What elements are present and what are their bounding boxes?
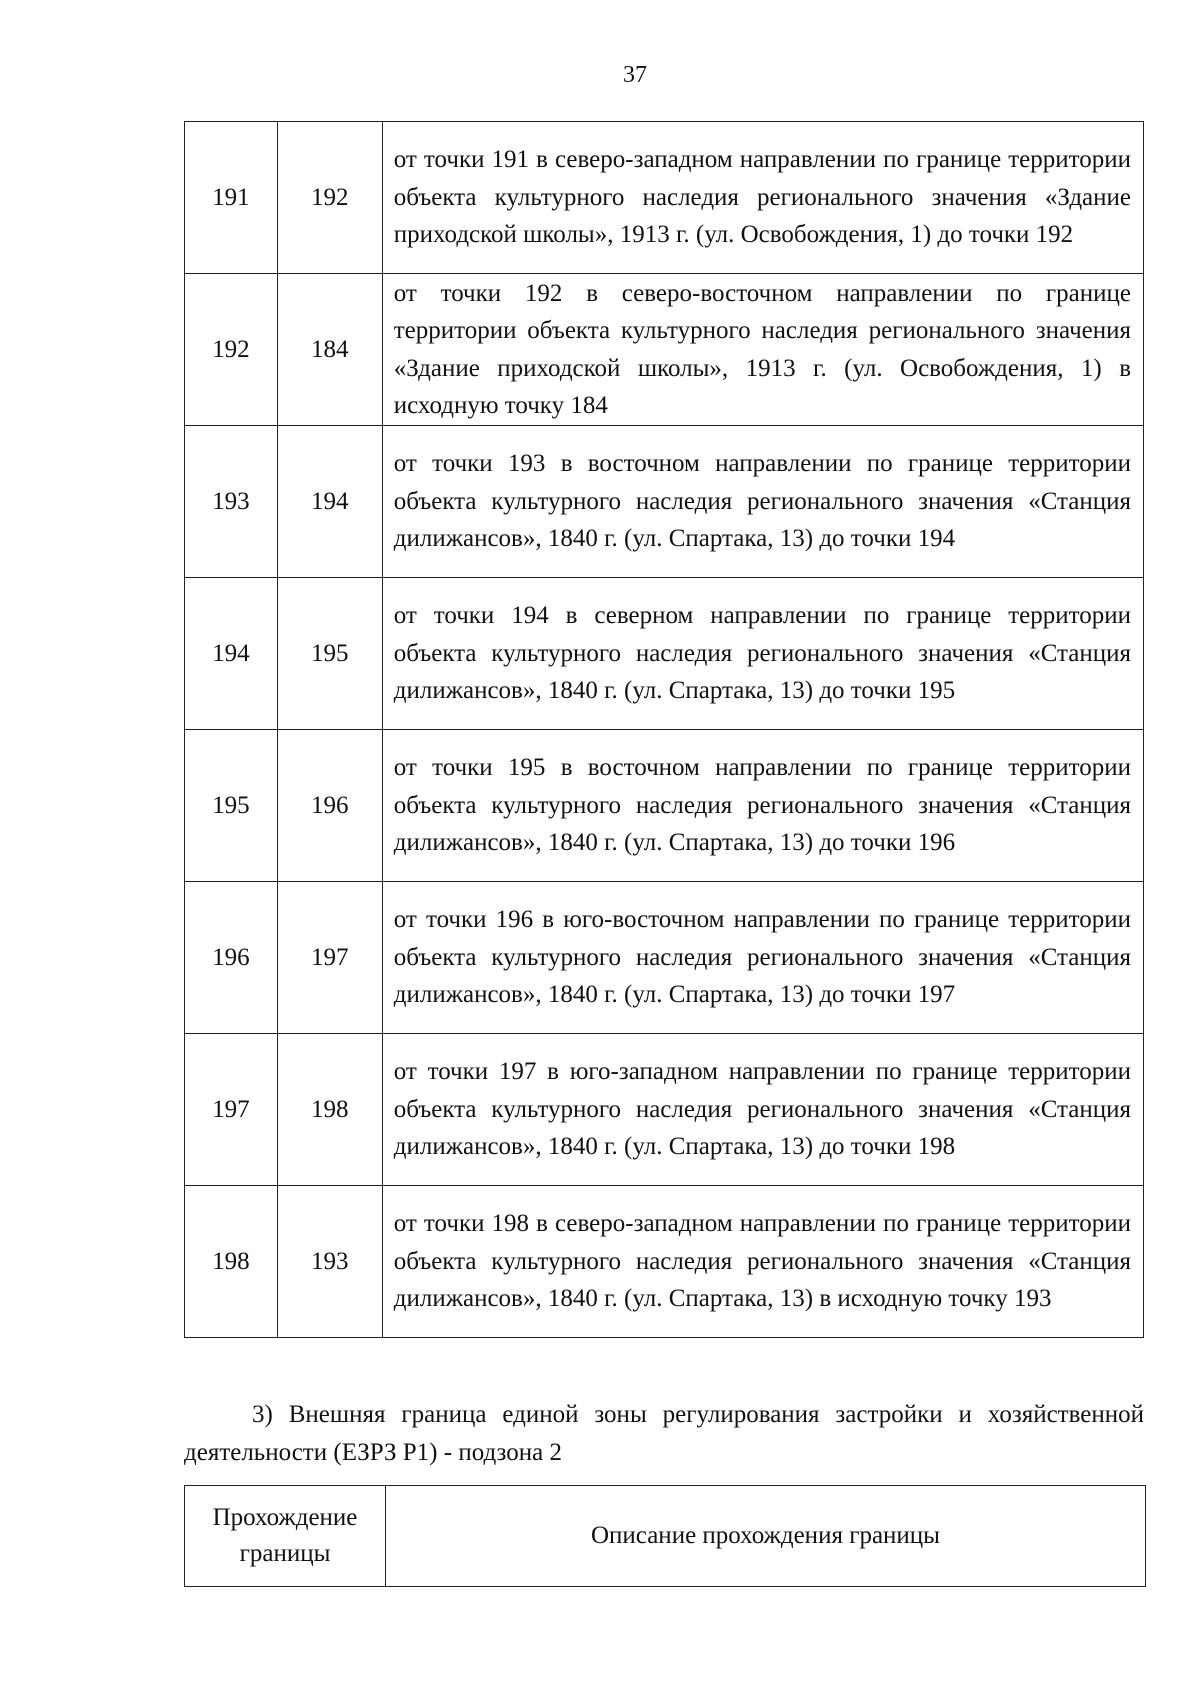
table-row	[185, 882, 1144, 1034]
segment-description: от точки 191 в северо-западном направлении по границе территории объекта культурного наследия регионального значения «Здание приходской школы», 1913 г. (ул. Освобождения, 1) до точки 192	[382, 122, 1143, 274]
section-paragraph	[184, 1396, 1144, 1472]
segment-to: 193	[277, 1186, 382, 1338]
segment-to: 196	[277, 730, 382, 882]
table-row	[185, 730, 1144, 882]
segment-from: 193	[185, 426, 278, 578]
table-row	[185, 578, 1144, 730]
segment-description: от точки 198 в северо-западном направлении по границе территории объекта культурного наследия регионального значения «Станция дилижансов», 1840 г. (ул. Спартака, 13) в исходную точку 193	[382, 1186, 1143, 1338]
segment-to: 194	[277, 426, 382, 578]
segment-to: 195	[277, 578, 382, 730]
boundary-segments-table	[184, 121, 1144, 1338]
table-row	[185, 122, 1144, 274]
segment-from: 195	[185, 730, 278, 882]
segment-to: 192	[277, 122, 382, 274]
table-row	[185, 1186, 1144, 1338]
table-row	[185, 1034, 1144, 1186]
header-boundary-description: Описание прохождения границы	[386, 1486, 1146, 1587]
segment-description: от точки 194 в северном направлении по границе территории объекта культурного наследия регионального значения «Станция дилижансов», 1840 г. (ул. Спартака, 13) до точки 195	[382, 578, 1143, 730]
segment-from: 196	[185, 882, 278, 1034]
segment-from: 192	[185, 274, 278, 426]
table-header-row	[185, 1486, 1146, 1587]
segment-description: от точки 197 в юго-западном направлении по границе территории объекта культурного наследия регионального значения «Станция дилижансов», 1840 г. (ул. Спартака, 13) до точки 198	[382, 1034, 1143, 1186]
header-boundary-passage: Прохождение границы	[185, 1486, 386, 1587]
segment-from: 191	[185, 122, 278, 274]
page-number: 37	[623, 62, 647, 88]
segment-description: от точки 193 в восточном направлении по границе территории объекта культурного наследия регионального значения «Станция дилижансов», 1840 г. (ул. Спартака, 13) до точки 194	[382, 426, 1143, 578]
segment-to: 198	[277, 1034, 382, 1186]
segment-from: 194	[185, 578, 278, 730]
table-row	[185, 426, 1144, 578]
segment-description: от точки 196 в юго-восточном направлении по границе территории объекта культурного наследия регионального значения «Станция дилижансов», 1840 г. (ул. Спартака, 13) до точки 197	[382, 882, 1143, 1034]
segment-description: от точки 195 в восточном направлении по границе территории объекта культурного наследия регионального значения «Станция дилижансов», 1840 г. (ул. Спартака, 13) до точки 196	[382, 730, 1143, 882]
segment-from: 198	[185, 1186, 278, 1338]
table-row	[185, 274, 1144, 426]
segment-to: 197	[277, 882, 382, 1034]
section-paragraph-text: 3) Внешняя граница единой зоны регулирования застройки и хозяйственной деятельности (ЕЗРЗ Р1) - подзона 2	[184, 1401, 1144, 1466]
segment-from: 197	[185, 1034, 278, 1186]
segment-description: от точки 192 в северо-восточном направлении по границе территории объекта культурного наследия регионального значения «Здание приходской школы», 1913 г. (ул. Освобождения, 1) в исходную точку 184	[382, 274, 1143, 426]
boundary-header-table	[184, 1485, 1146, 1587]
segment-to: 184	[277, 274, 382, 426]
